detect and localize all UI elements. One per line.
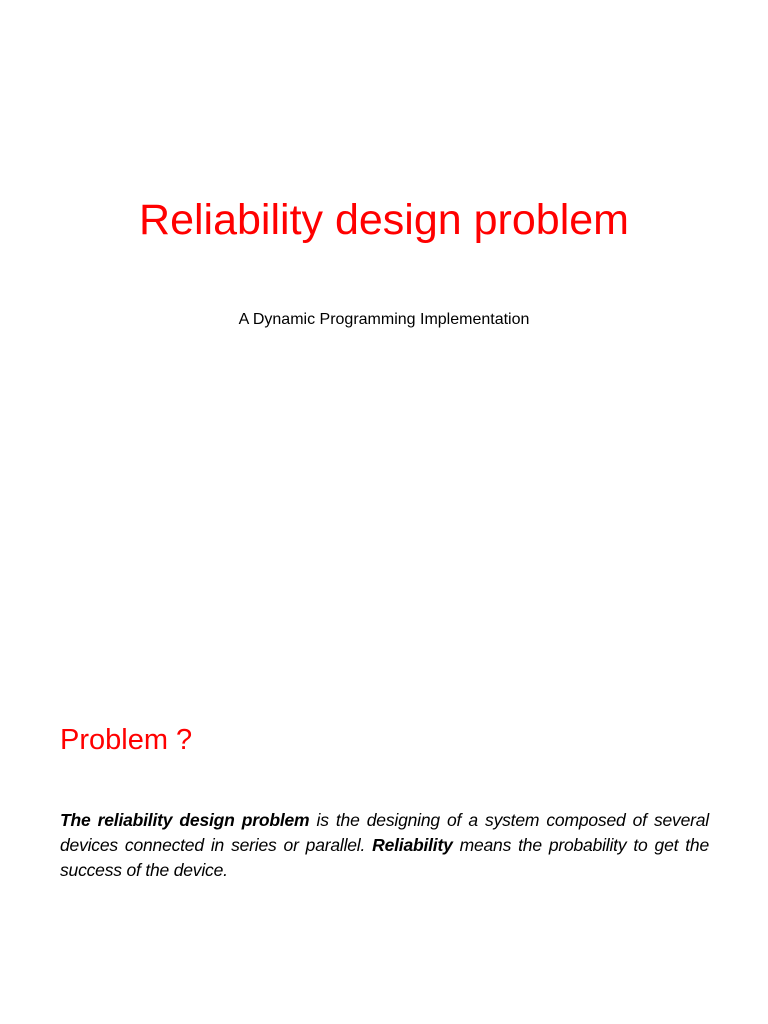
slide-heading: Problem ? — [60, 724, 193, 756]
slide-title: Reliability design problem — [139, 196, 629, 244]
content-slide — [0, 512, 768, 1024]
reliability-text: means the probability to get the success of the device. — [60, 834, 709, 880]
definition-paragraph — [60, 808, 709, 883]
slide-subtitle: A Dynamic Programming Implementation — [238, 311, 530, 328]
definition-term: The reliability design problem — [60, 809, 310, 830]
reliability-term: Reliability — [372, 834, 453, 855]
definition-text: is the designing of a system composed of several devices connected in series or parallel. — [60, 809, 709, 855]
